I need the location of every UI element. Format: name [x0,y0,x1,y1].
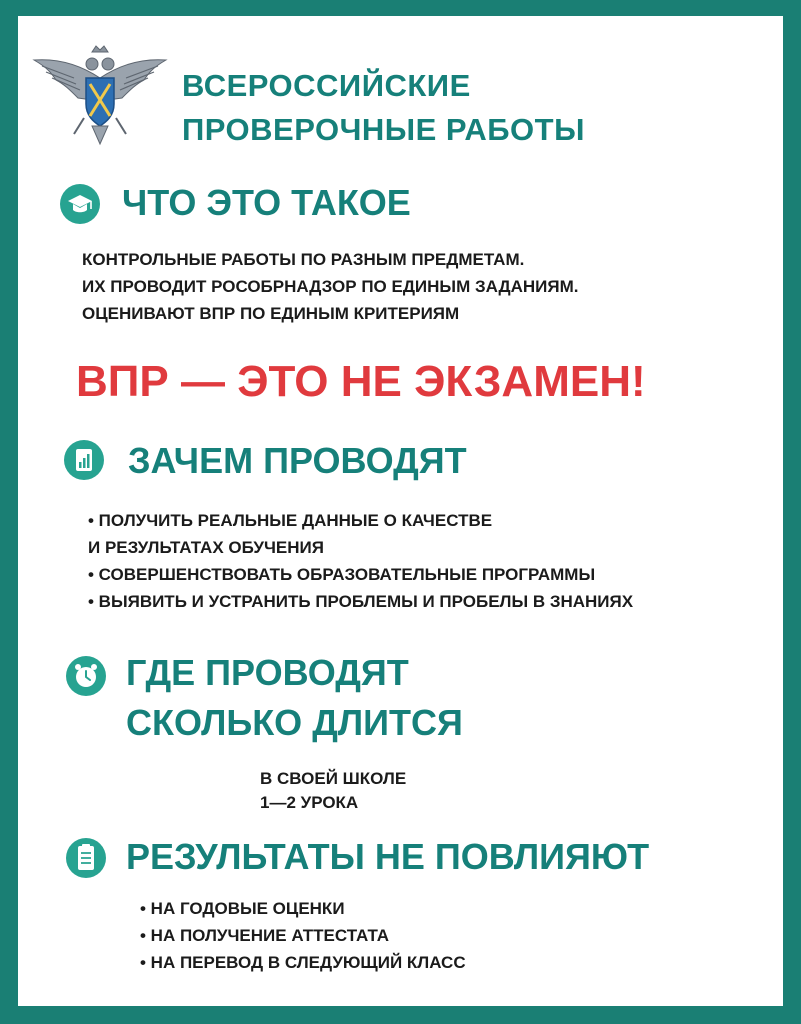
list-item: • НА ГОДОВЫЕ ОЦЕНКИ [140,899,345,918]
section-results-heading: РЕЗУЛЬТАТЫ НЕ ПОВЛИЯЮТ [126,836,650,877]
text-line: ИХ ПРОВОДИТ РОСОБРНАДЗОР ПО ЕДИНЫМ ЗАДАНИЯМ. [82,277,579,296]
section-what-heading: ЧТО ЭТО ТАКОЕ [122,182,411,223]
section-why-list [88,507,633,615]
eagle-emblem-icon [30,38,170,148]
text-line: 1—2 УРОКА [260,793,359,812]
section-results-list [140,895,466,976]
alarm-clock-icon [66,656,106,696]
text-line: В СВОЕЙ ШКОЛЕ [260,769,407,788]
poster-sheet [18,16,783,1006]
section-where-heading-line1: ГДЕ ПРОВОДЯТ [126,652,409,693]
list-item: • НА ПЕРЕВОД В СЛЕДУЮЩИЙ КЛАСС [140,953,466,972]
checklist-icon [66,838,106,878]
text-line: КОНТРОЛЬНЫЕ РАБОТЫ ПО РАЗНЫМ ПРЕДМЕТАМ. [82,250,525,269]
list-item: • СОВЕРШЕНСТВОВАТЬ ОБРАЗОВАТЕЛЬНЫЕ ПРОГРАММЫ [88,565,596,584]
section-what-text [82,246,579,327]
graduation-cap-icon [60,184,100,224]
section-where-heading-line2: СКОЛЬКО ДЛИТСЯ [126,702,463,743]
page-title-line1: ВСЕРОССИЙСКИЕ [182,68,471,103]
document-chart-icon [64,440,104,480]
text-line: ОЦЕНИВАЮТ ВПР ПО ЕДИНЫМ КРИТЕРИЯМ [82,304,460,323]
alert-text: ВПР — ЭТО НЕ ЭКЗАМЕН! [76,357,646,406]
list-item: • ПОЛУЧИТЬ РЕАЛЬНЫЕ ДАННЫЕ О КАЧЕСТВЕ [88,511,493,530]
list-item: • ВЫЯВИТЬ И УСТРАНИТЬ ПРОБЛЕМЫ И ПРОБЕЛЫ В ЗНАНИЯХ [88,592,634,611]
list-item: И РЕЗУЛЬТАТАХ ОБУЧЕНИЯ [88,538,324,557]
section-where-text [260,767,406,815]
list-item: • НА ПОЛУЧЕНИЕ АТТЕСТАТА [140,926,390,945]
page-title-line2: ПРОВЕРОЧНЫЕ РАБОТЫ [182,112,585,147]
section-why-heading: ЗАЧЕМ ПРОВОДЯТ [128,440,467,481]
